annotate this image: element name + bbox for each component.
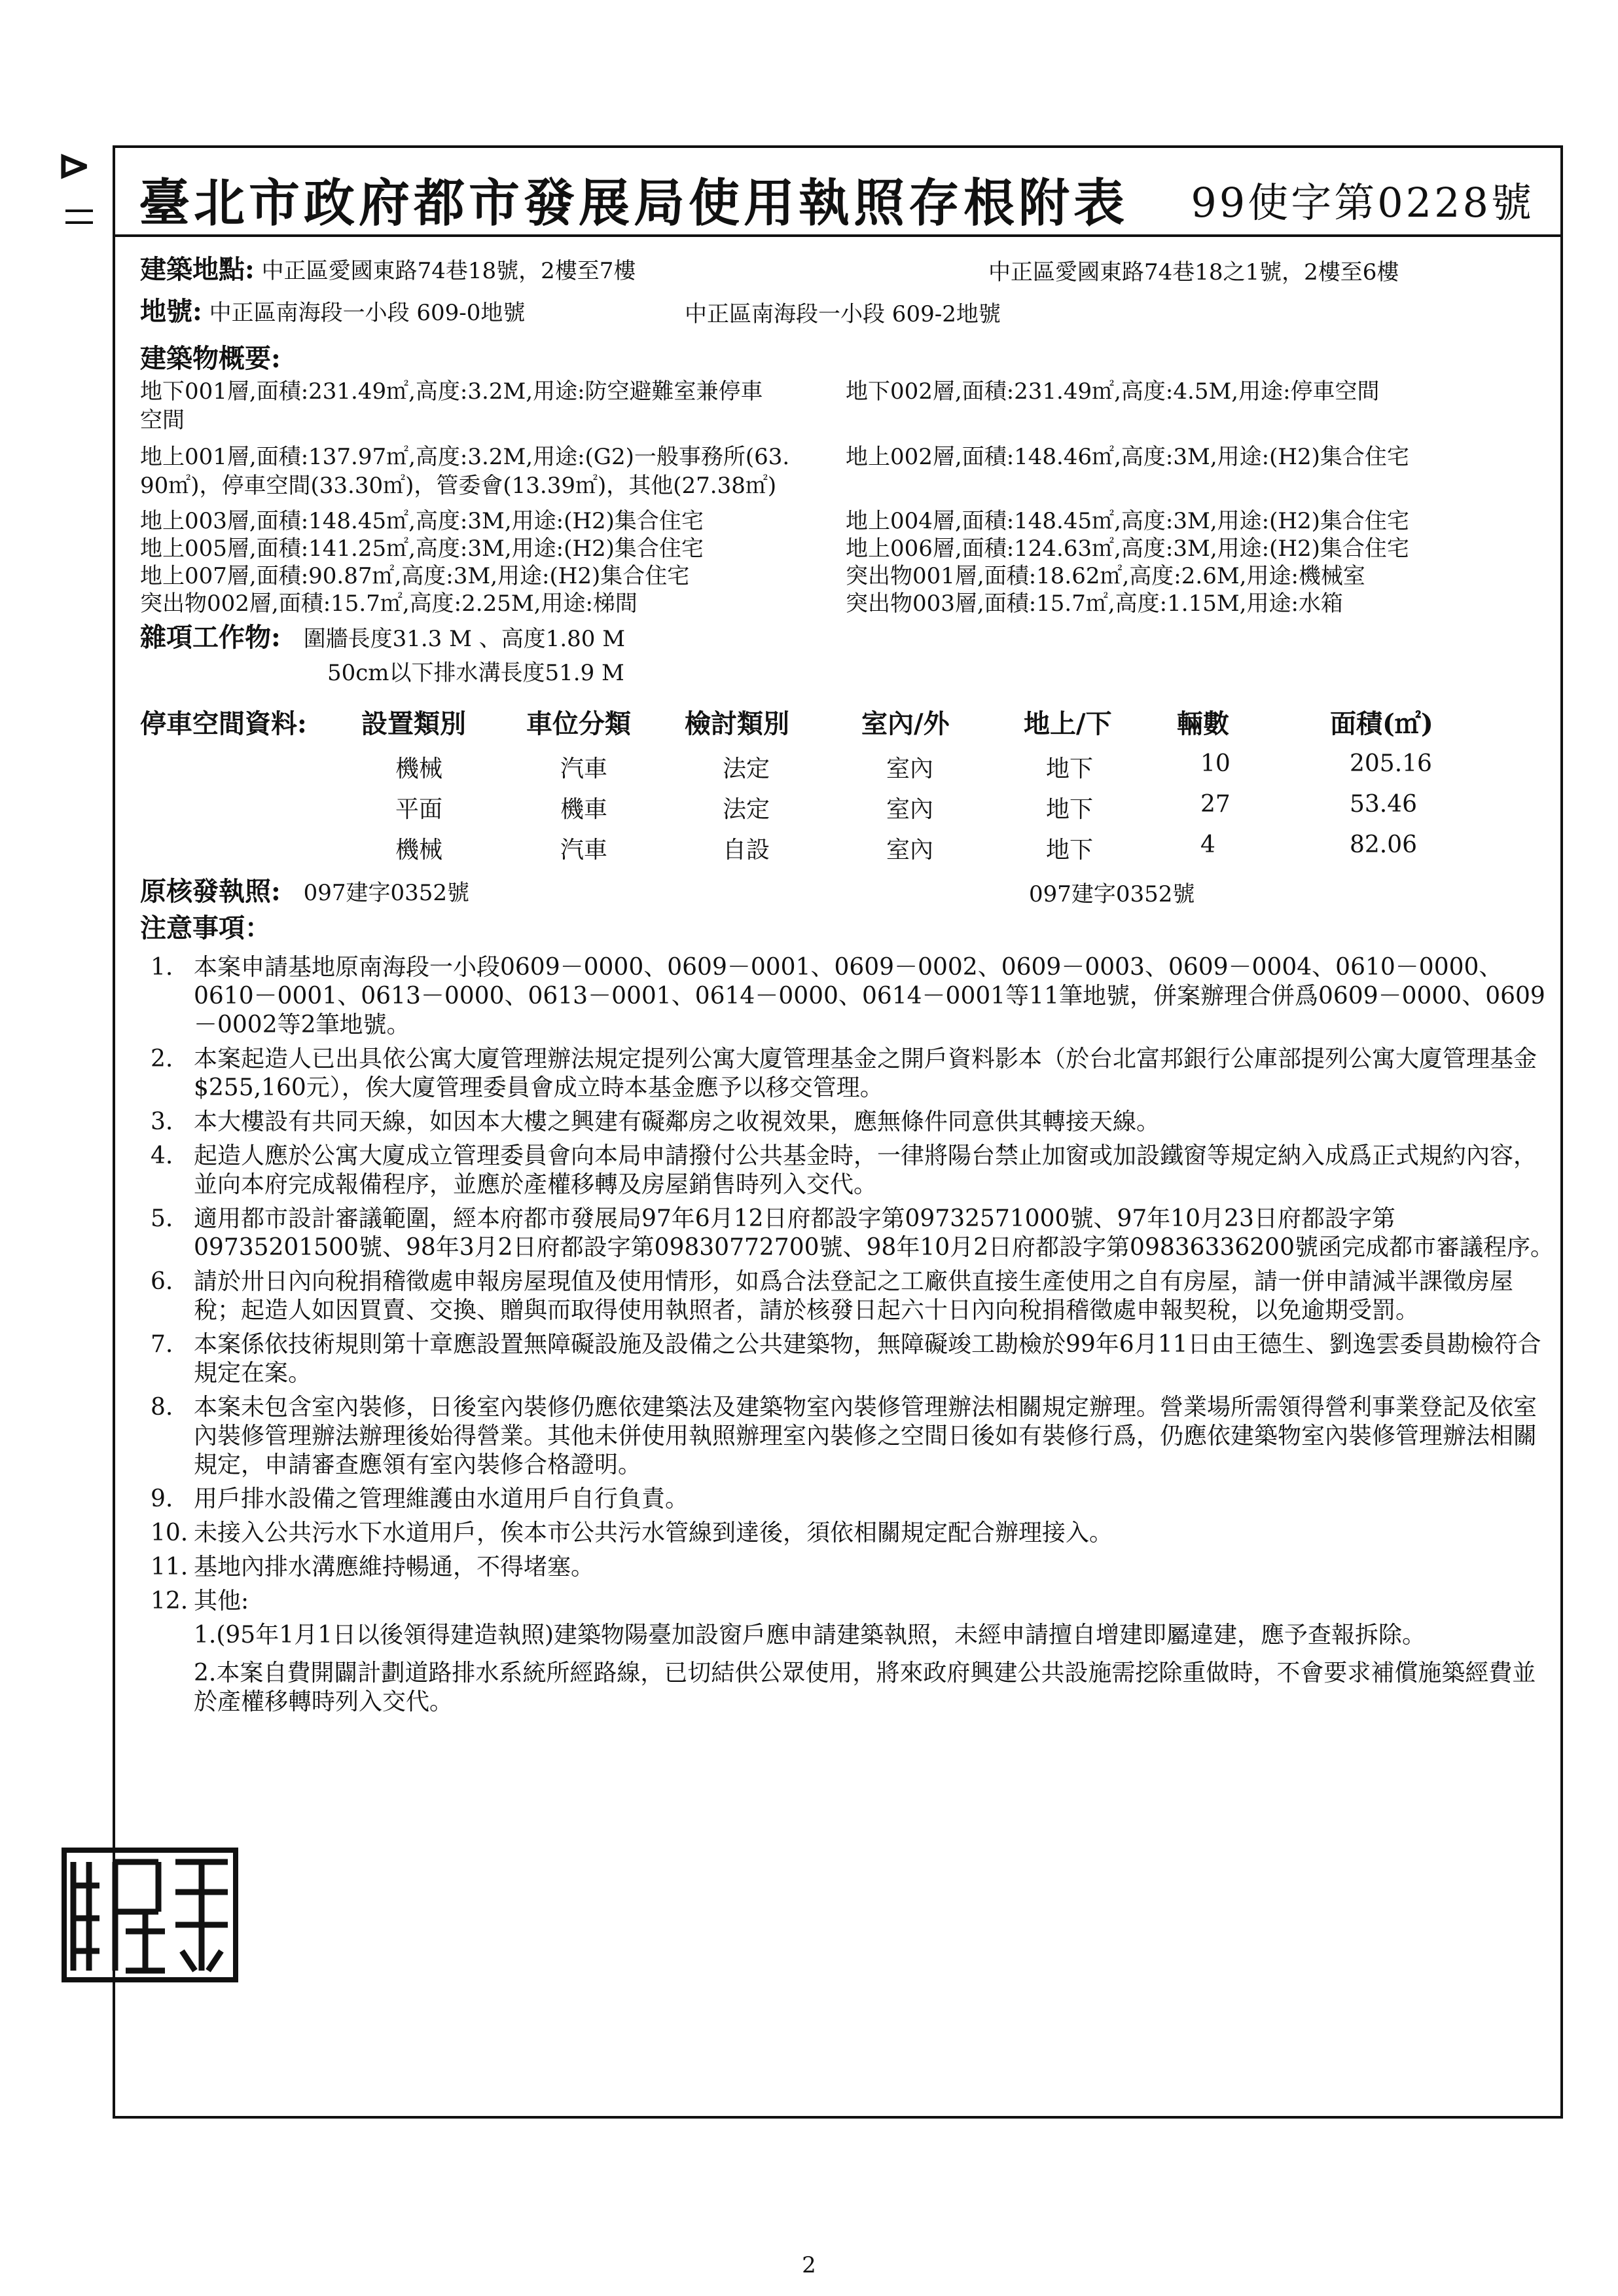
parking-cell: 法定 bbox=[723, 756, 770, 782]
overview-right: 地上006層,面積:124.63㎡,高度:3M,用途:(H2)集合住宅 bbox=[846, 536, 1409, 562]
parking-cell: 地下 bbox=[1046, 837, 1094, 864]
parking-cell: 205.16 bbox=[1350, 750, 1432, 777]
notes-list bbox=[151, 953, 1558, 1726]
parking-header: 面積(㎡) bbox=[1330, 708, 1433, 739]
list-item: 4. 起造人應於公寓大廈成立管理委員會向本局申請撥付公共基金時，一律將陽台禁止加窗或加設鐵窗等規定納入成爲正式規約內容，並向本府完成報備程序，並應於產權移轉及房屋銷售時列入交代。 bbox=[151, 1142, 1537, 1198]
overview-label: 建築物概要: bbox=[140, 343, 281, 374]
parking-cell: 室內 bbox=[886, 796, 934, 823]
misc-label: 雜項工作物: bbox=[140, 622, 281, 653]
corner-mark: ⊳ bbox=[58, 143, 91, 189]
parking-cell: 法定 bbox=[723, 796, 770, 823]
original-value-1: 097建字0352號 bbox=[303, 880, 470, 906]
lot-info bbox=[140, 296, 526, 327]
parking-cell: 自設 bbox=[723, 837, 770, 864]
lot-label: 地號: bbox=[140, 296, 202, 327]
overview-left: 地上001層,面積:137.97㎡,高度:3.2M,用途:(G2)一般事務所(63. bbox=[140, 444, 790, 470]
list-item: 12. 其他: bbox=[151, 1588, 249, 1614]
parking-cell: 地下 bbox=[1046, 756, 1094, 782]
list-item: 10. 未接入公共污水下水道用戶，俟本市公共污水管線到達後，須依相關規定配合辦理接入。 bbox=[151, 1520, 1113, 1546]
overview-left: 90㎡)，停車空間(33.30㎡)，管委會(13.39㎡)，其他(27.38㎡) bbox=[140, 473, 777, 499]
list-item: 1. 本案申請基地原南海段一小段0609－0000、0609－0001、0609－0002、0609－0003、0609－0004、0610－0000、0610－0001、0613－0000、0613－0001、0614－0000、0614－0001等11筆地號，併案辦理合併爲0609－0000、0609－0002等2筆地號。 bbox=[151, 954, 1545, 1038]
parking-header: 車位分類 bbox=[526, 708, 631, 739]
lot-value-1: 中正區南海段一小段 609-0地號 bbox=[209, 300, 526, 326]
overview-right: 地上002層,面積:148.46㎡,高度:3M,用途:(H2)集合住宅 bbox=[846, 444, 1409, 470]
other-item: 2.本案自費開闢計劃道路排水系統所經路線，已切結供公眾使用，將來政府興建公共設施需挖除重做時，不會要求補償施築經費並於產權移轉時列入交代。 bbox=[194, 1660, 1536, 1715]
location-label: 建築地點: bbox=[140, 254, 255, 285]
notes-label: 注意事項： bbox=[140, 913, 271, 943]
list-item: 8. 本案未包含室內裝修，日後室內裝修仍應依建築法及建築物室內裝修管理辦法相關規定辦理。營業場所需領得營利事業登記及依室內裝修管理辦法辦理後始得營業。其他未併使用執照辦理室內裝修之空間日後如有裝修行爲，仍應依建築物室內裝修管理辦法相關規定，申請審查應領有室內裝修合格證明。 bbox=[151, 1394, 1537, 1478]
header-bar bbox=[113, 145, 1563, 237]
official-seal-icon bbox=[60, 1846, 240, 1984]
overview-left: 地上003層,面積:148.45㎡,高度:3M,用途:(H2)集合住宅 bbox=[140, 508, 704, 534]
parking-header: 設置類別 bbox=[361, 708, 466, 739]
overview-left: 地下001層,面積:231.49㎡,高度:3.2M,用途:防空避難室兼停車 bbox=[140, 378, 763, 405]
list-item: 5. 適用都市設計審議範圍，經本府都市發展局97年6月12日府都設字第09732571000號、97年10月23日府都設字第09735201500號、98年3月2日府都設字第09830772700號、98年10月2日府都設字第09836336200號函完成都市審議程序。 bbox=[151, 1205, 1554, 1261]
other-item: 1.(95年1月1日以後領得建造執照)建築物陽臺加設窗戶應申請建築執照，未經申請擅自增建即屬違建，應予查報拆除。 bbox=[194, 1622, 1426, 1649]
parking-cell: 機械 bbox=[395, 756, 443, 782]
lot-value-2: 中正區南海段一小段 609-2地號 bbox=[685, 301, 1001, 327]
location-value-2: 中正區愛國東路74巷18之1號，2樓至6樓 bbox=[988, 259, 1399, 285]
list-item: 3. 本大樓設有共同天線，如因本大樓之興建有礙鄰房之收視效果，應無條件同意供其轉接天線。 bbox=[151, 1108, 1160, 1135]
parking-cell: 27 bbox=[1200, 791, 1231, 818]
list-item: 6. 請於卅日內向稅捐稽徵處申報房屋現值及使用情形，如爲合法登記之工廠供直接生產使用之自有房屋，請一併申請減半課徵房屋稅；起造人如因買賣、交換、贈與而取得使用執照者，請於核發日起六十日內向稅捐稽徵處申報契稅，以免逾期受罰。 bbox=[151, 1268, 1514, 1324]
page-title: 臺北市政府都市發展局使用執照存根附表 bbox=[139, 173, 1129, 233]
list-item: 7. 本案係依技術規則第十章應設置無障礙設施及設備之公共建築物，無障礙竣工勘檢於99年6月11日由王德生、劉逸雲委員勘檢符合規定在案。 bbox=[151, 1331, 1541, 1387]
parking-header: 輛數 bbox=[1177, 708, 1229, 739]
parking-header: 地上/下 bbox=[1024, 708, 1112, 739]
parking-cell: 機械 bbox=[395, 837, 443, 864]
page-number: 2 bbox=[802, 2252, 816, 2278]
list-item: 9. 用戶排水設備之管理維護由水道用戶自行負責。 bbox=[151, 1485, 689, 1512]
parking-cell: 室內 bbox=[886, 837, 934, 864]
parking-header: 室內/外 bbox=[861, 708, 950, 739]
parking-label: 停車空間資料: bbox=[140, 708, 307, 739]
parking-cell: 汽車 bbox=[560, 837, 608, 864]
original-permit bbox=[140, 876, 470, 907]
parking-cell: 53.46 bbox=[1350, 791, 1418, 818]
overview-right: 突出物003層,面積:15.7㎡,高度:1.15M,用途:水箱 bbox=[846, 591, 1343, 617]
parking-cell: 室內 bbox=[886, 756, 934, 782]
overview-left: 地上007層,面積:90.87㎡,高度:3M,用途:(H2)集合住宅 bbox=[140, 563, 690, 589]
misc-line-2: 50cm以下排水溝長度51.9 M bbox=[327, 660, 624, 686]
permit-number: 99使字第0228號 bbox=[1191, 179, 1534, 227]
site-location bbox=[140, 254, 636, 285]
misc-works bbox=[140, 622, 626, 653]
list-item: 2. 本案起造人已出具依公寓大廈管理辦法規定提列公寓大廈管理基金之開戶資料影本（於台北富邦銀行公庫部提列公寓大廈管理基金$255,160元），俟大廈管理委員會成立時本基金應予以移交管理。 bbox=[151, 1046, 1537, 1101]
overview-right: 突出物001層,面積:18.62㎡,高度:2.6M,用途:機械室 bbox=[846, 563, 1365, 589]
original-label: 原核發執照: bbox=[140, 876, 281, 907]
parking-cell: 汽車 bbox=[560, 756, 608, 782]
parking-cell: 4 bbox=[1200, 831, 1215, 858]
overview-right: 地上004層,面積:148.45㎡,高度:3M,用途:(H2)集合住宅 bbox=[846, 508, 1409, 534]
overview-left: 地上005層,面積:141.25㎡,高度:3M,用途:(H2)集合住宅 bbox=[140, 536, 704, 562]
list-item: 11. 基地內排水溝應維持暢通，不得堵塞。 bbox=[151, 1554, 595, 1580]
parking-cell: 10 bbox=[1200, 750, 1231, 777]
misc-line-1: 圍牆長度31.3 M 、高度1.80 M bbox=[303, 626, 626, 652]
overview-left: 空間 bbox=[140, 407, 185, 433]
parking-cell: 機車 bbox=[560, 796, 608, 823]
parking-header: 檢討類別 bbox=[685, 708, 789, 739]
overview-right: 地下002層,面積:231.49㎡,高度:4.5M,用途:停車空間 bbox=[846, 378, 1380, 405]
corner-dash bbox=[65, 221, 93, 224]
corner-dash bbox=[65, 210, 93, 212]
parking-cell: 82.06 bbox=[1350, 831, 1418, 858]
parking-cell: 平面 bbox=[395, 796, 443, 823]
location-value-1: 中正區愛國東路74巷18號，2樓至7樓 bbox=[261, 258, 636, 284]
overview-left: 突出物002層,面積:15.7㎡,高度:2.25M,用途:梯間 bbox=[140, 591, 638, 617]
parking-cell: 地下 bbox=[1046, 796, 1094, 823]
original-value-2: 097建字0352號 bbox=[1029, 881, 1195, 907]
